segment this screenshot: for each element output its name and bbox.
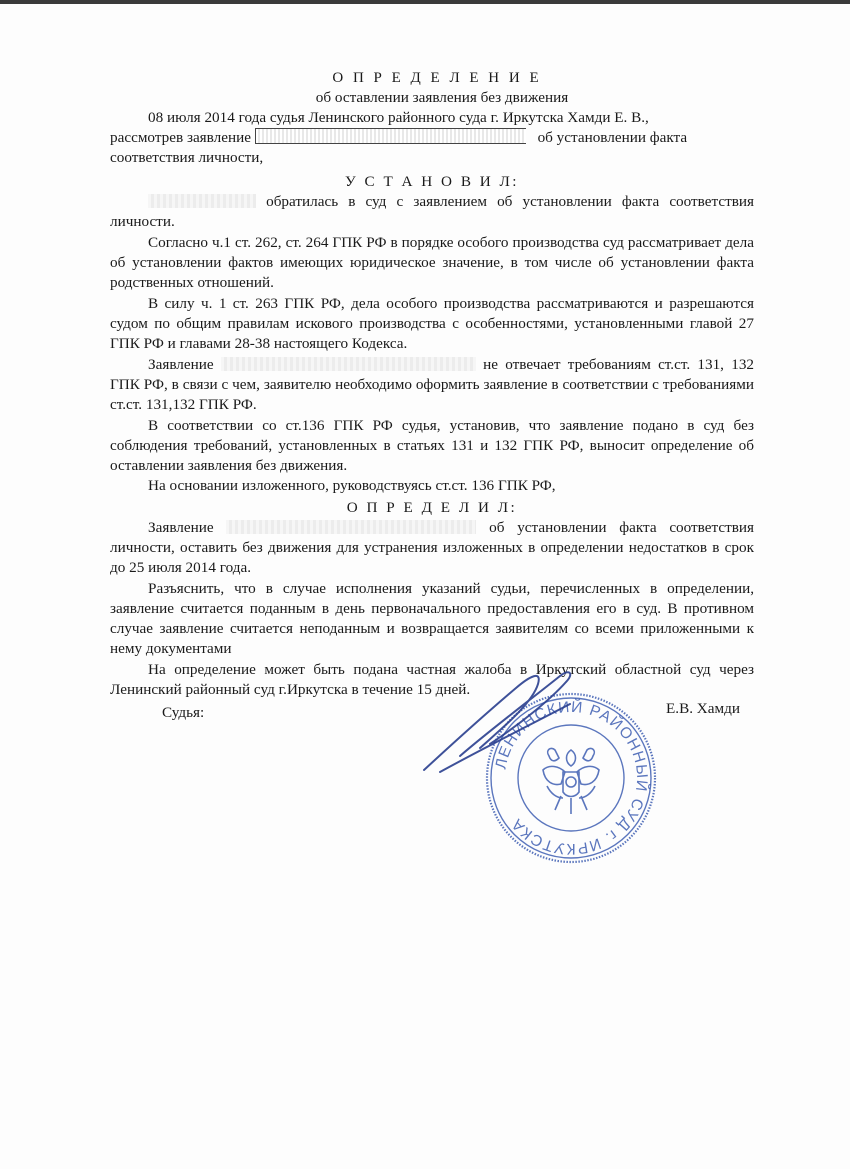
redacted-name-box <box>255 128 526 144</box>
paragraph-9: На определение может быть подана частная жалоба в Иркутский областной суд через Ленинский районный суд г.Иркутска в течение 15 дней. <box>110 661 754 698</box>
seal-ring-text: ЛЕНИНСКИЙ РАЙОННЫЙ СУД г. ИРКУТСКА <box>492 698 651 858</box>
section-established: У С Т А Н О В И Л: <box>344 173 520 190</box>
document-title: О П Р Е Д Е Л Е Н И Е <box>332 70 542 86</box>
paragraph-8: Разъяснить, что в случае исполнения указаний судьи, перечисленных в определении, заявление считается поданным в день первоначального предоставления его в суд. В противном случае заявление считается неподанным и возвращается заявителям со всеми приложенными к нему документами <box>110 580 754 657</box>
redacted-name <box>221 357 476 371</box>
redacted-name <box>226 520 476 534</box>
paragraph-2: Согласно ч.1 ст. 262, ст. 264 ГПК РФ в порядке особого производства суд рассматривает дела об установлении фактов имеющих юридическое значение, в том числе об установлении факта родственных отношений. <box>110 234 754 291</box>
judge-label: Судья: <box>162 704 205 721</box>
paragraph-5: В соответствии со ст.136 ГПК РФ судья, установив, что заявление подано в суд без соблюдения требований, установленных в статьях 131 и 132 ГПК РФ, выносит определение об оставлении заявления без движения. <box>110 417 754 474</box>
redacted-name <box>148 194 256 208</box>
paragraph-4: Заявление не отвечает требованиям ст.ст. 131, 132 ГПК РФ, в связи с чем, заявителю необходимо оформить заявление в соответствии с требованиями ст.ст. 131,132 ГПК РФ. <box>110 356 755 413</box>
section-decided: О П Р Е Д Е Л И Л: <box>346 499 518 516</box>
paragraph-3: В силу ч. 1 ст. 263 ГПК РФ, дела особого производства рассматриваются и разрешаются судом по общим правилам искового производства с особенностями, установленными главой 27 ГПК РФ и главами 28-38 настоящего Кодекса. <box>110 295 754 352</box>
intro-line-1: 08 июля 2014 года судья Ленинского районного суда г. Иркутска Хамди Е. В., <box>148 109 649 126</box>
intro-line-3: соответствия личности, <box>110 149 264 166</box>
scan-top-edge <box>0 0 850 4</box>
judge-name: Е.В. Хамди <box>666 700 740 717</box>
intro-line-2: рассмотрев заявление об установлении факта <box>110 129 688 146</box>
document-subtitle: об оставлении заявления без движения <box>315 89 569 106</box>
handwritten-signature <box>420 660 580 780</box>
paragraph-6: На основании изложенного, руководствуясь ст.ст. 136 ГПК РФ, <box>148 477 556 494</box>
paragraph-1: обратилась в суд с заявлением об установлении факта соответствия личности. <box>110 193 754 230</box>
paragraph-7: Заявление об установлении факта соответствия личности, оставить без движения для устранения изложенных в определении недостатков в срок до 25 июля 2014 года. <box>110 519 754 576</box>
court-ruling-document <box>110 68 754 700</box>
